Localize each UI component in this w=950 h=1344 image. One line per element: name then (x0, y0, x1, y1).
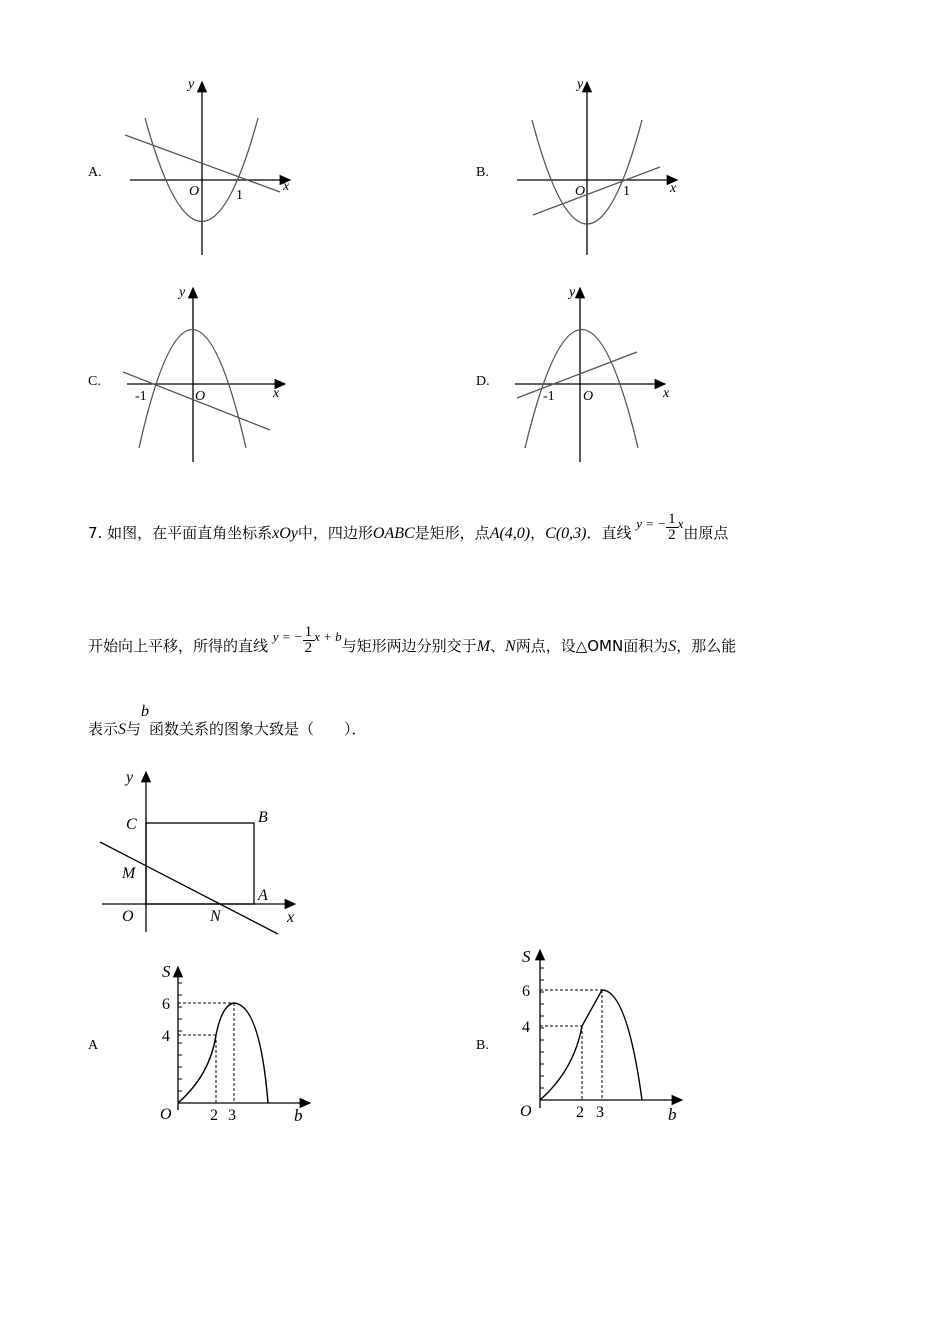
text: 与 (126, 720, 142, 738)
curve (178, 1003, 268, 1103)
option-c-label: C. (88, 374, 101, 389)
eq1-rhs: x (677, 516, 684, 531)
x-label: x (287, 909, 295, 926)
eq1-fraction (666, 512, 678, 543)
origin-label: O (160, 1106, 172, 1123)
tick-2: 2 (210, 1107, 218, 1124)
tick-6: 6 (522, 983, 530, 1000)
text: 由原点 (683, 524, 729, 542)
n-label: N (210, 908, 221, 925)
option-b-label: B. (476, 165, 489, 180)
origin-label: O (189, 184, 200, 199)
x-label: x (283, 179, 290, 194)
line (517, 352, 637, 398)
text: ，那么能 (676, 637, 737, 655)
tick-3: 3 (596, 1104, 604, 1121)
denominator: 2 (304, 640, 313, 656)
option-a-label: A. (88, 165, 102, 180)
graph-d (505, 280, 695, 470)
text: 、 (490, 637, 506, 655)
tick-label: 1 (236, 188, 243, 203)
tick-2: 2 (576, 1104, 584, 1121)
eq2-rhs: x + b (314, 629, 342, 644)
text: 如图，在平面直角坐标系 (107, 524, 273, 542)
tick-label: -1 (543, 389, 555, 404)
y-label: y (188, 77, 195, 92)
y-label: y (569, 285, 576, 300)
b-label: B (258, 809, 268, 826)
y-label: y (577, 77, 584, 92)
curve (540, 990, 642, 1100)
denominator: 2 (668, 527, 676, 543)
var-b: b (141, 703, 150, 720)
text: ．直线 (586, 524, 632, 542)
text: 与矩形两边分别交于 (341, 637, 477, 655)
origin-label: O (195, 389, 206, 404)
answer-graph-a (150, 955, 320, 1135)
x-label: x (273, 386, 280, 401)
var-m: M (476, 638, 491, 655)
var-s: S (668, 638, 677, 655)
answer-a-label: A (88, 1038, 99, 1053)
x-label: x (670, 181, 677, 196)
var-xoy: xOy (272, 525, 298, 542)
text: 开始向上平移，所得的直线 (88, 637, 269, 655)
origin-label: O (520, 1103, 532, 1120)
question-line-1 (88, 511, 729, 549)
tick-4: 4 (522, 1019, 530, 1036)
eq2-lhs: y = − (272, 629, 303, 644)
x-label: x (663, 386, 670, 401)
b-label: b (668, 1105, 677, 1124)
var-n: N (505, 638, 516, 655)
s-label: S (522, 947, 531, 966)
text: ， (530, 524, 546, 542)
text: 是矩形，点 (414, 524, 490, 542)
tick-4: 4 (162, 1028, 170, 1045)
m-label: M (122, 865, 136, 882)
answer-graph-b (512, 940, 692, 1130)
eq2-fraction (303, 625, 315, 656)
tick-label: 1 (623, 184, 630, 199)
text: 函数关系的图象大致是（ ）． (149, 720, 367, 738)
option-d-label: D. (476, 374, 490, 389)
var-oabc: OABC (372, 525, 415, 542)
var-s: S (118, 721, 127, 738)
tick-6: 6 (162, 996, 170, 1013)
s-label: S (162, 962, 171, 981)
point-c: C(0,3) (545, 525, 587, 542)
numerator: 1 (668, 511, 676, 527)
origin-label: O (575, 184, 586, 199)
question-line-2 (88, 624, 737, 662)
text: 中，四边形 (297, 524, 373, 542)
y-label: y (179, 285, 186, 300)
question-line-3 (88, 703, 367, 739)
text: 表示 (88, 720, 119, 738)
line (533, 167, 660, 215)
graph-b (505, 70, 695, 260)
point-a: A(4,0) (489, 525, 531, 542)
rectangle-oabc (146, 823, 254, 904)
y-label: y (126, 769, 134, 786)
tick-label: -1 (135, 389, 147, 404)
a-label: A (258, 887, 268, 904)
text: 两点，设△OMN面积为 (515, 637, 669, 655)
numerator: 1 (304, 624, 313, 640)
graph-a (115, 70, 305, 260)
b-label: b (294, 1106, 303, 1125)
answer-b-label: B. (476, 1038, 489, 1053)
question-number: 7. (88, 524, 103, 542)
o-label: O (122, 908, 134, 925)
tick-3: 3 (228, 1107, 236, 1124)
eq1-lhs: y = − (636, 516, 667, 531)
rectangle-figure (90, 760, 320, 940)
origin-label: O (583, 389, 594, 404)
graph-c (115, 280, 305, 470)
c-label: C (126, 816, 137, 833)
